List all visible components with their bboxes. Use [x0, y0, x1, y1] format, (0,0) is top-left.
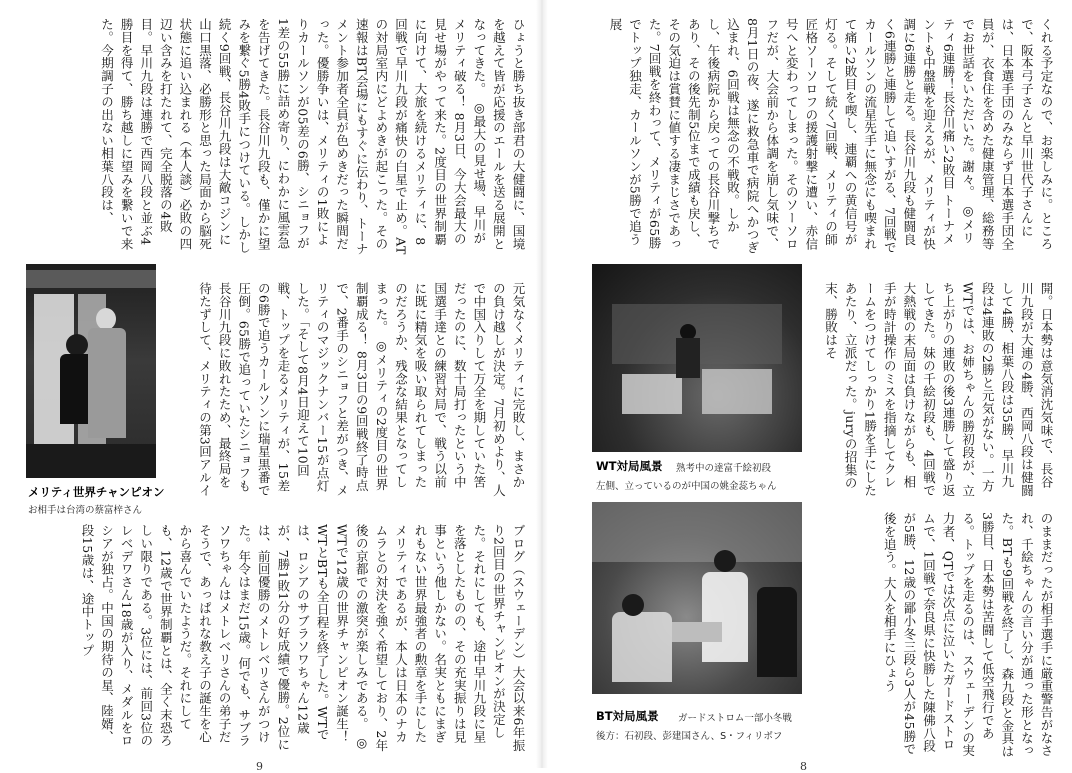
- page-number-left: 9: [256, 760, 263, 773]
- champion-caption-title: メリティ世界チャンピオン: [28, 485, 165, 499]
- bt-caption-title: BT対局風景: [596, 709, 659, 723]
- champion-caption-sub: お相手は台湾の蔡富梓さん: [28, 505, 143, 516]
- wt-game-photo: [592, 264, 802, 452]
- wt-caption-title: WT対局風景: [596, 459, 663, 473]
- wt-caption-text: 熟考中の達富千絵初段: [676, 463, 772, 474]
- right-middle-article-text: 開。日本勢は意気消沈気味で、長谷川九段が大連の4勝、西岡八段は健闘して4勝、相葉八段は35勝、早川九段は4連敗の2勝と元気がない。一方WTでは、お姉ちゃんの勝初段が、立ち上がりの連敗の後3連勝して盛り返してきた。妹の千絵初段も、4回戦で大熱戦の末局面は負けながらも、相手が時計操作のミスを指摘してクレームをつけてしっかり1勝を手にしたあたり、立派だった。juryの招集の末、勝敗はそ: [823, 282, 1054, 498]
- right-page: [556, 18, 1056, 773]
- left-middle-article-text: 元気なくメリティに完敗し、まさかの負け越しが決定。7月初めより、人で中国入りして万全を期していた筈だったのに、数十局打ったという中国選手達との練習対局で、戦う以前に既に精気を吸い取られてしまったのだろうか、残念な結果となってしまった。 ◎メリティの2度目の世界制覇成る！ 8月3日の9回戦終了時点で、2番手のシニョフと差がつき、メリティのマジックナンバー15が点灯した。「そして8月4日迎えて10回戦、トップを走るメリティが、15差の6勝で追うカールソンに瑞星黒番で圧倒。65勝で追っていたシニョフも長谷川九段に敗れたため、最終局を待たずして、メリティの第3回アルイ: [197, 282, 526, 497]
- left-top-article-text: ひょうと勝ち抜き部君の大健闘に、国境を越えて皆が応援のエールを送る展開となってきた。 ◎最大の見せ場、早川がメリティ破る！ 8月3日、今大会最大の見せ場がやって来た。2度目の世界制覇に向けて、大旅を続けるメリティに、8回戦で早川九段が痛快の白星で止め。ATの対局室内にどよめきが起こった。その速報はBT会場にもすぐに伝わり、トーナメント参加者全員が色めきだった瞬間だった。優勝争いは、メリティの1敗によりカールソンが05差の6勝、シニョフが1差の55勝に詰め寄り、にわかに風雲急を告げてきた。長谷川九段も、僅かに望みを繋ぐ5勝4敗手につけている。しかし続く9回戦、長谷川九段は大敵コジンに山口黒落、必勝形と思った局面から脳死状態に追い込まれる（本人談）必敗の四辺い含みを打たれて、完全脱落の4敗目。早川九段は連勝で西岡八段と並ぶ4勝目を得て、勝ち越しに望みを繋いで来た。今期調子の出ない相葉八段は、: [99, 18, 526, 256]
- champion-photo: [26, 264, 156, 478]
- bt-caption-text: ガードストロム一部小冬戦: [678, 713, 792, 724]
- wt-caption-sub: 左側、立っているのが中国の姚金蕊ちゃん: [596, 481, 777, 492]
- page-number-right: 8: [800, 760, 807, 773]
- right-bottom-article-text: のままだったが相手選手に厳重警告がなされ、千絵ちゃんの言い分が通った形となった。BTも9回戦を終了し、森九段と金具は3勝目、日本勢は苦闘して低空飛行である。トップを走るのは、スウェーデンの実力者、QTでは次点に泣いたガードストロムで、1回戦で奈良県に快勝した陳佛八段が5勝、12歳の鄙小冬三段ら3人が45勝で後を追う。大人を相手にひょう: [882, 512, 1054, 758]
- left-bottom-article-text: ブログ（スウェーデン）大会以来6年振り2回目の世界チャンピオンが決定した。それにしても、途中早川九段に星を落としたものの、その充実振りは見事という他しかない。名実ともにまぎれもない世界最強者の勲章を手にしたメリティであるが、本人は日本のナカムラとの対決を強く希望しており、2年後の京都での激突が楽しみである。 ◎WTで12歳の世界チャンピオン誕生！ WTとBTも全日程を終了した。WTでは、ロシアのサブラソワちゃん12歳が、7勝1敗1分の好成績で優勝。2位には、前回優勝のメトレベリさんがつけた。年令はまだ15歳。何でも、サブラソワちゃんはメトレベリさんの弟子だそうで、あっぱれな教え子の誕生を心から喜んでいたようだ。それにしても、12歳で世界制覇とは、全く末恐ろしい限りである。3位には、前回3位のレベデワさん18歳が入り、メダルをロシアが独占。中国の期待の星、陸婿、段15歳は、途中トップ: [79, 524, 526, 752]
- right-top-article-text: くれる予定なので、お楽しみに。ところで、阪本弓子さんと早川世代子さんには、日本選手団のみならず日本選手団全員が、衣食住を含めた健康管理、総務等でお世話をいただいた。謝々。 ◎メリティ6連勝！長谷川痛い2敗目 トーナメントも中盤戦を迎えるが、メリティが快調に6連勝と走る。長谷川九段も健闘良く6連勝と連勝して追いすがる、7回戦でカールソンの流星先手に無念にも喫まれて痛い2敗目を喫し、連覇への黄信号が灯る。そして続く7回戦、メリティの師匠格ソーソロフの援護射撃に遭い、赤信号へと変わってしまった。そのソーソロフだが、大会前から体調を崩し気味で、8月1日の夜、遂に救急車で病院へかつぎ込まれ、6回戦は無念の不戦敗。しかし、午後病院から戻っての長谷川撃ちであり、その後先制5位まで成績も戻し、その気迫は賞賛に値する凄まじさであった。7回戦を終わって、メリティが65勝でトップ独走、カールソンが5勝で追う展: [607, 18, 1054, 255]
- bt-game-photo: [592, 502, 802, 694]
- page-gutter: [536, 0, 548, 768]
- bt-caption-sub: 後方：石初段、彭建国さん、S・フィリボフ: [596, 731, 783, 742]
- left-page: [20, 18, 528, 773]
